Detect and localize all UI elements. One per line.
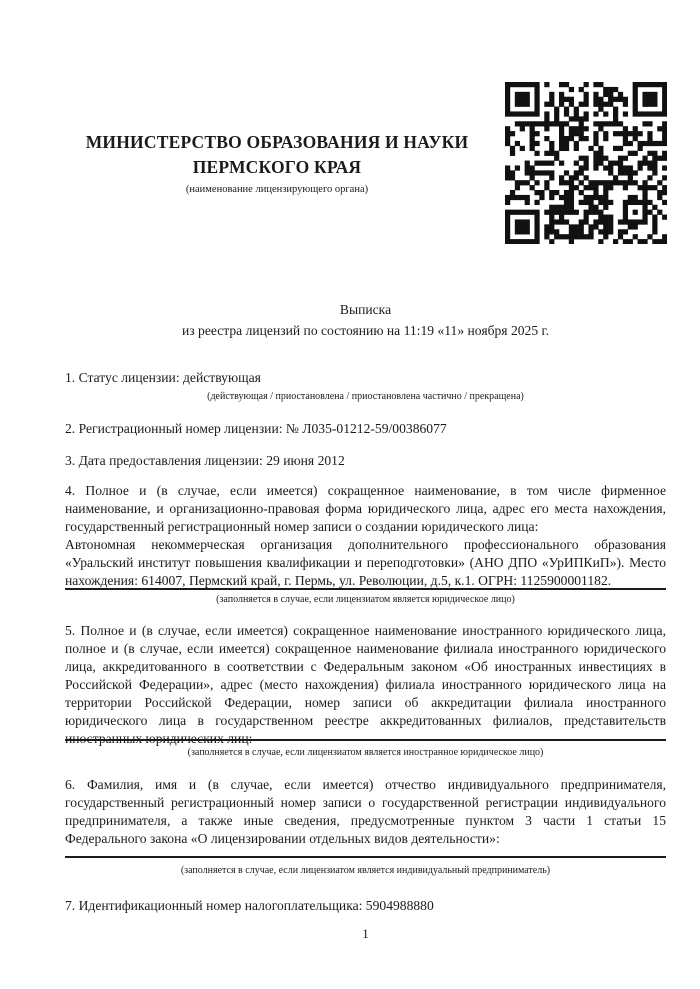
entrepreneur-caption: (заполняется в случае, если лицензиатом является индивидуальный предприниматель) (180, 865, 551, 876)
entrepreneur-question: 6. Фамилия, имя и (в случае, если имеется) отчество индивидуального предпринимателя, государственный регистрационный номер записи о государственной регистрации индивидуального предпринимателя, а также иные сведения, предусмотренные пунктом 3 части 1 статьи 15 Федерального закона «О лицензировании отдельных видов деятельности»: (65, 777, 666, 846)
foreign-entity-question: 5. Полное и (в случае, если имеется) сокращенное наименование иностранного юридического лица, полное и (в случае, если имеется) сокращенное наименование филиала иностранного юридического лица, аккредитованного в соответствии с Федеральным законом «Об иностранных инвестициях в Российской Федерации», адрес (место нахождения) филиала иностранного юридического лица на территории Российской Федерации, номер записи об аккредитации филиала иностранного юридического лица в государственном реестре аккредитованных филиалов, представительств иностранных юридических лиц: (65, 623, 666, 746)
foreign-entity-fill-line (65, 739, 666, 741)
authority-name-line2: ПЕРМСКОГО КРАЯ (192, 157, 362, 177)
license-status-options-caption: (действующая / приостановлена / приостановлена частично / прекращена) (207, 391, 524, 402)
foreign-entity-caption: (заполняется в случае, если лицензиатом является иностранное юридическое лицо) (187, 747, 544, 758)
legal-entity-answer: Автономная некоммерческая организация дополнительного профессионального образования «Уральский институт повышения квалификации и переподготовки» (АНО ДПО «УрИПКиП»). Место нахождения: 614007, Пермский край, г. Пермь, ул. Революции, д.5, к.1. ОГРН: 1125900001182. (65, 537, 666, 588)
document-subtitle: из реестра лицензий по состоянию на 11:19 «11» ноября 2025 г. (181, 323, 549, 338)
authority-name-line1: МИНИСТЕРСТВО ОБРАЗОВАНИЯ И НАУКИ (85, 132, 469, 152)
legal-entity-question: 4. Полное и (в случае, если имеется) сокращенное наименование, в том числе фирменное наименование, и организационно-правовая форма юридического лица, адрес его места нахождения, государственный регистрационный номер записи о создании юридического лица: (65, 483, 666, 534)
document-title-block (65, 299, 666, 341)
registration-number-line: 2. Регистрационный номер лицензии: № Л035-01212-59/00386077 (65, 421, 447, 436)
taxpayer-number-line: 7. Идентификационный номер налогоплательщика: 5904988880 (65, 898, 434, 913)
document-title: Выписка (339, 302, 392, 317)
grant-date-line: 3. Дата предоставления лицензии: 29 июня 2012 (65, 453, 345, 468)
entrepreneur-fill-line (65, 856, 666, 858)
licensing-authority-caption: (наименование лицензирующего органа) (185, 184, 369, 195)
page-number: 1 (362, 926, 369, 941)
licensing-authority-name (65, 130, 489, 180)
legal-entity-fill-line (65, 588, 666, 590)
qr-code-icon (505, 82, 667, 244)
letterhead (65, 130, 489, 195)
legal-entity-caption: (заполняется в случае, если лицензиатом является юридическое лицо) (216, 594, 515, 605)
license-status-line: 1. Статус лицензии: действующая (65, 370, 261, 385)
